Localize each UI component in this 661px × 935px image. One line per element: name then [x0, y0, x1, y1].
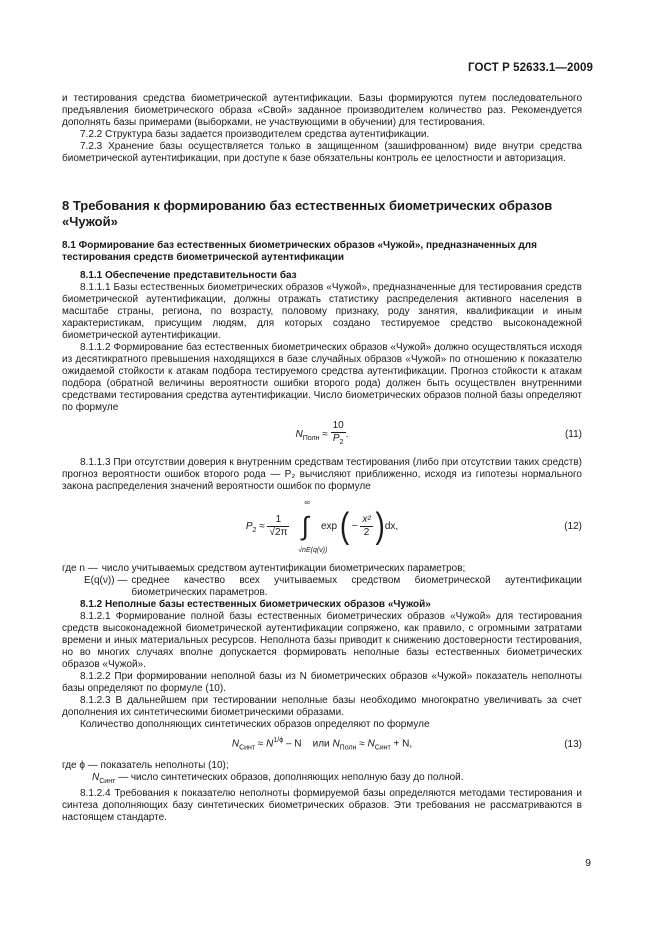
- formula-12-fraction: [267, 514, 289, 539]
- formula-12-denominator: √2π: [269, 526, 288, 538]
- formula-12-lhs: P: [245, 521, 253, 532]
- formula-11: [62, 420, 582, 449]
- definition-row: [62, 575, 582, 599]
- formula-13: $N_{Синт} \approx N^{1/\phi} - N$ или $N_{Полн} \approx N_{Синт} + N$, (13): [231, 737, 582, 752]
- formula-12-rel: ≈: [259, 521, 265, 532]
- section-8-1-1-heading: 8.1.1 Обеспечение представительности баз: [80, 270, 297, 281]
- formula-12-exp: exp: [321, 521, 338, 532]
- formula-11-lhs: N: [295, 429, 303, 441]
- formula-12-two: 2: [363, 526, 370, 538]
- formula-13-number: (13): [564, 738, 582, 750]
- paragraph-8-1-2-2: 8.1.2.2 При формировании неполной базы из N биометрических образов «Чужой» показатель неполноты базы определяют по формуле (10).: [62, 671, 582, 694]
- formula-12-numerator: 1: [267, 514, 289, 527]
- formula-11-fraction: [331, 420, 346, 449]
- section-8-1-heading: 8.1 Формирование баз естественных биометрических образов «Чужой», предназначенных для тестирования средств биометрической аутентификации: [62, 240, 537, 263]
- paragraph-8-1-2-1: 8.1.2.1 Формирование полной базы естественных биометрических образов «Чужой» для тестирования средств высоконадежной биометрической аутентификации сопряжено, как правило, с огромными затратами времени и иных материальных ресурсов. Неполнота базы приводит к снижению достоверности тестирования, но во многих случаях вполне допускается формировать неполные базы естественных биометрических образов «Чужой».: [62, 611, 582, 670]
- formula-12-x2: x²: [362, 513, 371, 525]
- integral-lower: √nE(q(ν)): [298, 547, 328, 555]
- formula-12-definitions: [62, 563, 582, 599]
- paragraph-7-2-3: 7.2.3 Хранение базы осуществляется только в защищенном (зашифрованном) виде внутри средства биометрической аутентификации, при доступе к базе обязательны контроль ее целостности и авторизация.: [62, 141, 582, 164]
- formula-11-denominator: $P_2$: [332, 433, 344, 446]
- formula-11-lhs-sub: Полн: [302, 435, 320, 443]
- formula-12-number: (12): [564, 521, 582, 532]
- paragraph-8-1-2-4: 8.1.2.4 Требования к показателю неполноты формируемой базы определяются методами тестирования и синтеза дополняющих базу синтетических биометрических образов. Эти требования не рассматриваются в настоящем стандарте.: [62, 788, 582, 824]
- section-8-1-2-heading: 8.1.2 Неполные базы естественных биометрических образов «Чужой»: [80, 599, 431, 610]
- definition-term: где n —: [62, 563, 98, 574]
- formula-12-exp-fraction: [360, 514, 372, 539]
- paragraph-8-1-1-3: 8.1.1.3 При отсутствии доверия к внутренним средствам тестирования (либо при отсутствии таких средств) прогноз вероятности ошибок второго рода — P₂ вычисляют приближенно, исходя из гипотезы нормального закона распределения значений вероятности ошибок по формуле: [62, 457, 582, 492]
- formula-11-tail: .: [345, 429, 349, 441]
- paragraph-8-1-1-2: 8.1.1.2 Формирование баз естественных биометрических образов «Чужой» должно осуществляться исходя из десятикратного превышения находящихся в базе случайных образов «Чужой» по отношению к показателю ожидаемой стойкости к атакам подбора тестируемого средства аутентификации. Прогноз стойкости к атакам подбора (обратной величины вероятности ошибки второго рода) должен быть осуществлен внутренними средствами тестирования средства аутентификации. Число биометрических образов полной базы определяют по формуле: [62, 342, 582, 413]
- formula-11-numerator: 10: [332, 420, 344, 431]
- paragraph-count: Количество дополняющих синтетических образов определяют по формуле: [80, 719, 430, 730]
- definition-phi: где ϕ — показатель неполноты (10);: [62, 760, 229, 772]
- definition-desc: число учитываемых средством аутентификации биометрических параметров;: [101, 563, 466, 574]
- paragraph-8-1-2-3: 8.1.2.3 В дальнейшем при тестировании неполные базы необходимо многократно увеличивать за счет дополнения их синтетическими биометрическими образами.: [62, 695, 582, 718]
- integral-upper: ∞: [304, 498, 310, 508]
- paragraph-7-2-2: 7.2.2 Структура базы задается производителем средства аутентификации.: [80, 129, 430, 140]
- standard-header: ГОСТ Р 52633.1—2009: [468, 62, 593, 74]
- section-8-heading: 8 Требования к формированию баз естественных биометрических образов «Чужой»: [62, 198, 553, 229]
- formula-11-number: (11): [564, 428, 582, 440]
- page-number: 9: [585, 857, 591, 869]
- formula-12: $P_2$ ≈ $\frac{1}{√2\pi}$ ∫ ∞ √nE(q(ν)) exp ( – $\frac{\text{x²}}{2}$ )dx, (12): [245, 498, 582, 555]
- paragraph-8-1-1-1: 8.1.1.1 Базы естественных биометрических образов «Чужой», предназначенные для тестирования средств биометрической аутентификации, должны отражать статистику распределения активного населения в масштабе страны, региона, по возрасту, половому признаку, роду занятия, квалификации и иным характеристикам, присущим людям, для которых создано тестируемое средство высоконадежной биометрической аутентификации.: [62, 282, 582, 341]
- definition-term: E(q(ν)) —: [84, 575, 128, 586]
- definition-nsynt: $N_{Синт}$ — число синтетических образов, дополняющих неполную базу до полной.: [92, 772, 464, 786]
- integral-sign: ∫ ∞ √nE(q(ν)): [298, 498, 328, 555]
- paragraph-continuation: и тестирования средства биометрической аутентификации. Базы формируются путем последовательного предъявления биометрического образа «Свой» заданное производителем количество раз. Рекомендуется дополнять базы примерами (выборками, не участвующими в обучении) для тестирования.: [62, 93, 582, 128]
- formula-12-lhs-sub: 2: [252, 527, 257, 534]
- formula-12-tail: dx,: [384, 521, 399, 532]
- document-body: [62, 93, 582, 824]
- definition-row: [62, 563, 582, 575]
- definition-desc: среднее качество всех учитываемых средством биометрической аутентификации биометрических параметров.: [131, 575, 582, 598]
- formula-11-rel: ≈: [322, 429, 328, 441]
